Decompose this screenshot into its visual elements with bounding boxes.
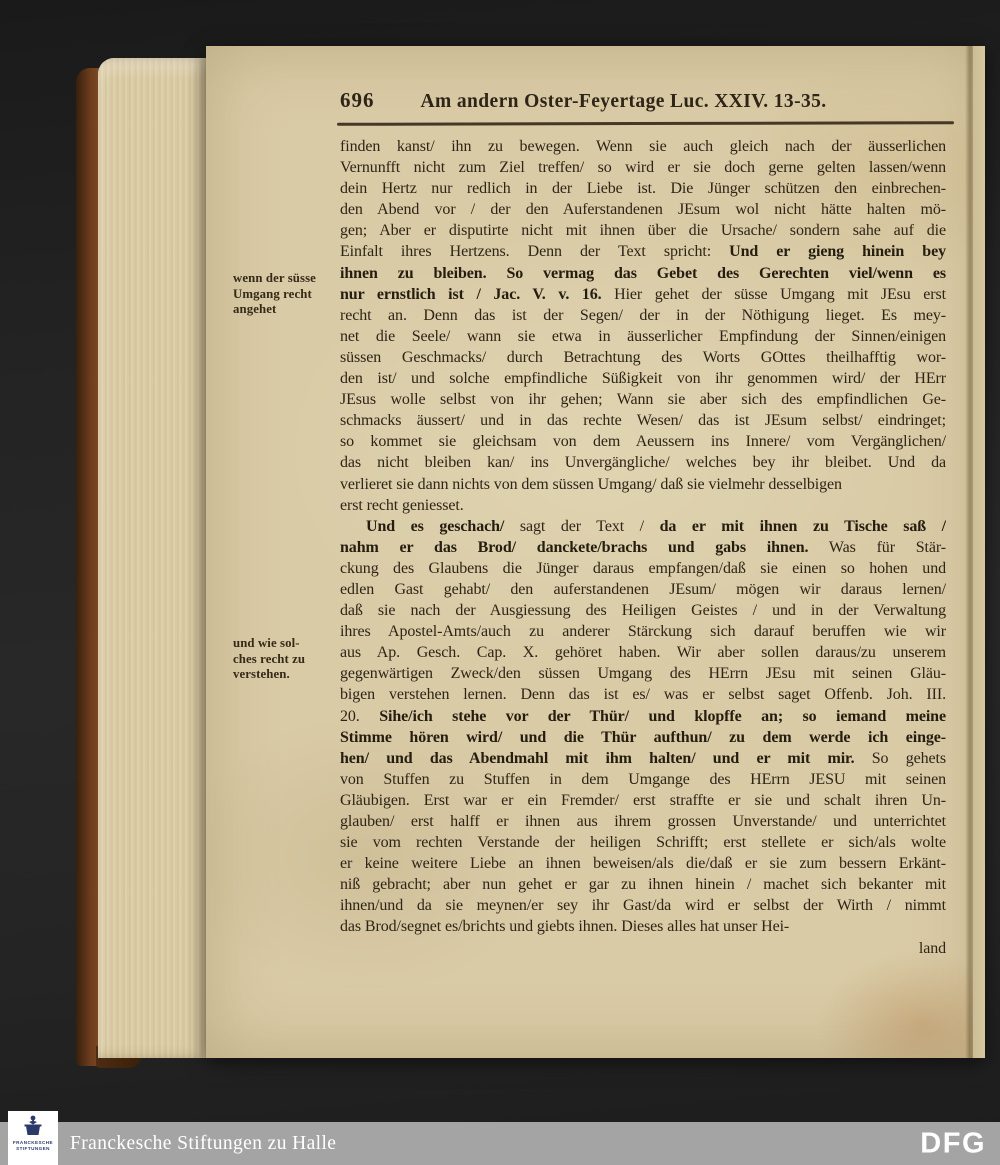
page-fore-edge <box>98 58 210 1058</box>
page-number: 696 <box>340 88 375 112</box>
body-line: den Abend vor / der den Auferstandenen JEsum wol nicht hätte halten mö- <box>340 201 946 219</box>
body-line: gegenwärtigen Zweck/den süssen Umgang des HErrn JEsu mit seinen Gläu- <box>340 665 946 683</box>
body-line: bigen verstehen lernen. Denn das ist es/ was er selbst saget Offenb. Joh. III. <box>340 686 946 704</box>
body-line: niß gebracht; aber nun gehet er gar zu ihnen hinein / machet sich bekanter mit <box>340 876 946 894</box>
body-line: edlen Gast gehabt/ den auferstandenen JEsum/ mögen wir daraus lernen/ <box>340 580 946 598</box>
running-title: Am andern Oster-Feyertage Luc. XXIV. 13-35. <box>420 91 827 112</box>
margin-note-1: wenn der süsse Umgang recht angehet <box>233 271 316 317</box>
body-line: daß sie nach der Ausgiessung des Heiligen Geistes / und in der Verwaltung <box>340 602 946 620</box>
header-rule <box>337 121 954 125</box>
body-line: gen; Aber er disputirte nicht mit ihnen über die Ursache/ sondern sahe auf die <box>340 222 946 240</box>
body-line: das nicht bleiben kan/ ins Unvergängliche/ welches bey ihr bleibet. Und da <box>340 454 946 472</box>
body-line: Gläubigen. Erst war er ein Fremder/ erst straffte er sie und schalt ihren Un- <box>340 791 946 809</box>
body-line: Vernunfft nicht zum Ziel treffen/ so wird er sie doch gerne gelten lassen/wenn <box>340 159 946 177</box>
body-line: ihnen zu bleiben. So vermag das Gebet des Gerechten viel/wenn es <box>340 264 946 282</box>
viewer-footer-bar <box>0 1122 1000 1165</box>
body-line: erst recht geniesset. <box>340 496 464 514</box>
body-line: ihnen/und da sie meynen/er sey ihr Gast/da wird er selbst der Wirth / nimmt <box>340 897 946 915</box>
body-line: 20. Sihe/ich stehe vor der Thür/ und klopffe an; so iemand meine <box>340 707 946 725</box>
body-line: süssen Geschmacks/ durch Betrachtung des Worts GOttes theilhafftig wor- <box>340 348 946 366</box>
body-line: Stimme hören wird/ und die Thür aufthun/ zu dem werde ich einge- <box>340 728 946 746</box>
body-line: so kommet sie gleichsam von dem Aeussern ins Innere/ vom Vergänglichen/ <box>340 433 946 451</box>
body-line: das Brod/segnet es/brichts und giebts ihnen. Dieses alles hat unser Hei- <box>340 918 790 936</box>
body-line: glauben/ erst halff er ihnen aus ihrem grossen Unverstande/ und unterrichtet <box>340 813 946 830</box>
body-line: nur ernstlich ist / Jac. V. v. 16. Hier gehet der süsse Umgang mit JEsu erst <box>340 285 946 303</box>
body-line: verlieret sie dann nichts von dem süssen Umgang/ daß sie vielmehr desselbigen <box>340 475 842 493</box>
body-line: recht an. Denn das ist der Segen/ der in der Nöthigung lieget. Es mey- <box>340 306 946 324</box>
body-line: nahm er das Brod/ danckete/brachs und gabs ihnen. Was für Stär- <box>340 538 946 556</box>
dfg-logo[interactable]: DFG <box>920 1127 986 1159</box>
body-line: von Stuffen zu Stuffen in dem Umgange des HErrn JESU mit seinen <box>340 770 946 788</box>
body-line: dein Hertz nur redlich in der Liebe ist. Die Jünger schützen den einbrechen- <box>340 180 946 198</box>
logo-caption: FRANCKESCHE STIFTUNGEN <box>12 1140 54 1151</box>
book-page-scan <box>206 46 985 1058</box>
body-line: finden kanst/ ihn zu bewegen. Wenn sie auch gleich nach der äusserlichen <box>340 138 946 155</box>
body-line: den ist/ und solche empfindliche Süßigkeit von ihr genommen wird/ der HErr <box>340 370 946 388</box>
stiftungen-emblem-icon <box>22 1114 44 1138</box>
body-line: land <box>918 939 946 957</box>
body-line: schmacks äussert/ und in das rechte Wesen/ das ist JEsum selbst/ eindringet; <box>340 412 946 430</box>
body-line: ihres Apostel-Amts/auch zu anderer Stärckung sich darauf beruffen wie wir <box>340 623 946 641</box>
body-line: Einfalt ihres Hertzens. Denn der Text spricht: Und er gieng hinein bey <box>340 243 946 261</box>
margin-note-2: und wie sol- ches recht zu verstehen. <box>233 636 306 682</box>
body-line: aus Ap. Gesch. Cap. X. gehöret haben. Wir aber sollen daraus/zu unserem <box>340 644 946 662</box>
body-line: hen/ und das Abendmahl mit ihm halten/ und er mit mir. So gehets <box>340 749 946 767</box>
body-line: ckung des Glaubens die Jünger daraus empfangen/daß sie einen so hohen und <box>340 559 946 577</box>
franckesche-stiftungen-logo[interactable] <box>8 1111 58 1165</box>
page-crease <box>965 46 973 1058</box>
body-line: er keine weitere Liebe an ihnen beweisen/als die/daß er sie zum bessern Erkänt- <box>340 855 946 873</box>
body-line: net die Seele/ wann sie etwa in äusserlicher Empfindung der Sinnen/einigen <box>340 327 946 345</box>
body-line: JEsus wolle selbst von ihr gehen; Wann sie aber sich des empfindlichen Ge- <box>340 391 946 409</box>
page-header <box>340 88 954 113</box>
institution-name: Franckesche Stiftungen zu Halle <box>70 1132 337 1154</box>
body-line: Und es geschach/ sagt der Text / da er mit ihnen zu Tische saß / <box>366 517 946 535</box>
body-text <box>340 136 946 959</box>
body-line: sie vom rechten Verstande der heiligen Schrifft; erst stellete er sich/als wolte <box>340 834 946 852</box>
page-gutter <box>973 46 985 1058</box>
